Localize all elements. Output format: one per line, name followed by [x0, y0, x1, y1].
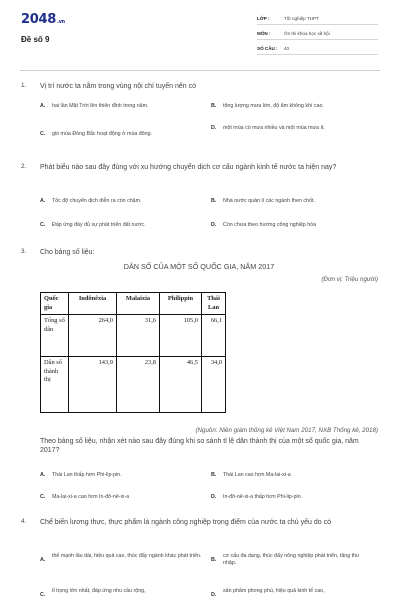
meta-value: 40 — [284, 46, 290, 51]
question-number: 1. — [21, 82, 27, 89]
logo-main: 2048 — [21, 12, 56, 27]
table-cell: 105,0 — [160, 315, 202, 357]
option-letter: A. — [40, 557, 46, 563]
option-text: Thái Lan cao hơn Ma-lai-xi-a — [223, 472, 291, 478]
question-number: 4. — [21, 518, 27, 525]
question-text: Cho bảng số liệu: — [40, 249, 95, 256]
option-text: sản phẩm phong phú, hiệu quả kinh tế cao, — [223, 588, 325, 594]
option-letter: B. — [211, 472, 217, 478]
question-number: 3. — [21, 248, 27, 255]
meta-divider — [257, 24, 378, 25]
option-letter: B. — [211, 103, 217, 109]
table-row — [41, 315, 226, 357]
meta-key: MÔN : — [257, 31, 271, 36]
header-divider — [20, 70, 380, 71]
table-unit: (Đơn vị: Triệu người) — [321, 276, 378, 283]
option-text: In-đô-nê-xi-a thấp hơn Phi-lip-pin. — [223, 494, 303, 500]
table-cell: 31,6 — [117, 315, 160, 357]
option-text: tổng lượng mưa lớn, độ ẩm không khí cao. — [223, 103, 324, 109]
option-letter: B. — [211, 557, 217, 563]
option-text: Nhà nước quản lí các ngành then chốt. — [223, 198, 315, 204]
option-text: Ma-lai-xi-a cao hơn In-đô-nê-xi-a — [52, 494, 130, 500]
table-header-cell: Malaixia — [117, 293, 160, 315]
option-text: một mùa có mưa nhiều và một mùa mưa ít. — [223, 125, 325, 131]
option-letter: B. — [211, 198, 217, 204]
meta-key: LỚP : — [257, 16, 270, 21]
exam-number: Đề số 9 — [21, 35, 50, 44]
option-text: Còn chưa theo hướng công nghiệp hóa — [223, 222, 317, 228]
option-text: tỉ trọng lớn nhất, đáp ứng nhu cầu rộng, — [52, 588, 146, 594]
table-row-label: Dân số thành thị — [41, 357, 69, 413]
table-cell: 66,1 — [202, 315, 226, 357]
table-header-cell: Thái Lan — [202, 293, 226, 315]
meta-value: Ôn thi khoa học xã hội — [284, 31, 330, 36]
option-letter: A. — [40, 198, 46, 204]
question-3-prompt: Theo bảng số liệu, nhận xét nào sau đây đúng khi so sánh tỉ lệ dân thành thị của một số quốc gia, năm 2017? — [40, 438, 359, 455]
table-row — [41, 357, 226, 413]
meta-value: Tốt nghiệp THPT — [284, 16, 319, 21]
option-text: thế mạnh lâu dài, hiệu quả cao, thúc đẩy ngành khác phát triển. — [52, 553, 202, 559]
population-table — [40, 292, 226, 413]
option-text: hai lần Mặt Trời lên thiên đỉnh trong năm. — [52, 103, 149, 109]
meta-key: SỐ CÂU : — [257, 46, 278, 51]
exam-header — [0, 0, 400, 62]
table-cell: 264,0 — [69, 315, 117, 357]
question-text: Chế biến lương thực, thực phẩm là ngành công nghiệp trọng điểm của nước ta chủ yếu do có — [40, 519, 331, 526]
option-letter: C. — [40, 222, 46, 228]
option-letter: D. — [211, 494, 217, 500]
table-cell: 143,9 — [69, 357, 117, 413]
meta-divider — [257, 54, 378, 55]
table-header-cell: Philippin — [160, 293, 202, 315]
option-text: gió mùa Đông Bắc hoạt động ở mùa đông. — [52, 131, 153, 137]
table-cell: 46,5 — [160, 357, 202, 413]
option-letter: C. — [40, 592, 46, 598]
option-text: Đáp ứng đầy đủ sự phát triển đất nước. — [52, 222, 146, 228]
option-text: cơ cấu đa dạng, thúc đẩy nông nghiệp phát triển, tăng thu nhập. — [223, 553, 359, 567]
option-letter: D. — [211, 222, 217, 228]
option-letter: A. — [40, 103, 46, 109]
option-text: Tốc độ chuyển dịch diễn ra còn chậm. — [52, 198, 142, 204]
table-row-label: Tổng số dân — [41, 315, 69, 357]
question-number: 2. — [21, 163, 27, 170]
option-text: Thái Lan thấp hơn Phi-lip-pin. — [52, 472, 122, 478]
table-cell: 23,8 — [117, 357, 160, 413]
table-header-cell: Inđônêxia — [69, 293, 117, 315]
site-logo[interactable] — [21, 12, 65, 27]
table-source: (Nguồn: Niên giám thống kê Việt Nam 2017, NXB Thống kê, 2018) — [195, 427, 378, 434]
table-cell: 34,0 — [202, 357, 226, 413]
option-letter: C. — [40, 131, 46, 137]
question-text: Vị trí nước ta nằm trong vùng nội chí tuyến nên có — [40, 83, 196, 90]
table-title: DÂN SỐ CỦA MỘT SỐ QUỐC GIA, NĂM 2017 — [123, 262, 275, 271]
option-letter: A. — [40, 472, 46, 478]
option-letter: C. — [40, 494, 46, 500]
logo-suffix: .vn — [56, 19, 65, 25]
option-letter: D. — [211, 592, 217, 598]
option-letter: D. — [211, 125, 217, 131]
table-header-row — [41, 293, 226, 315]
table-header-cell: Quốc gia — [41, 293, 69, 315]
question-text: Phát biểu nào sau đây đúng với xu hướng chuyển dịch cơ cấu ngành kinh tế nước ta hiện nay? — [40, 164, 337, 171]
meta-divider — [257, 39, 378, 40]
